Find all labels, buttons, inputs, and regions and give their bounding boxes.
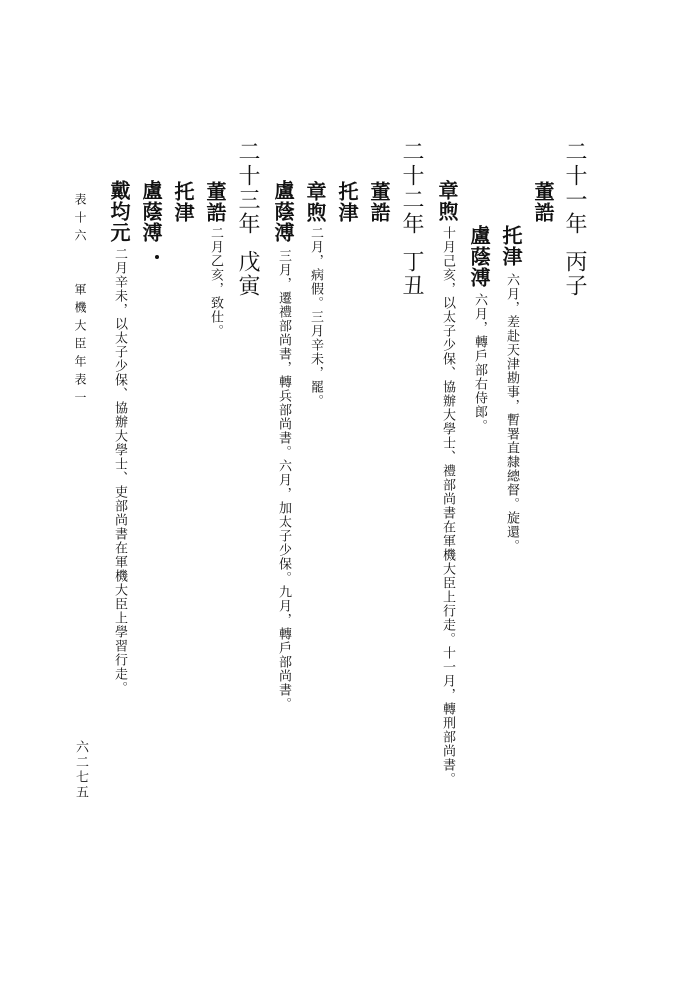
official-name: 章煦 <box>303 181 327 223</box>
page-number: 六二七五 <box>73 740 88 800</box>
official-name: 托津 <box>499 225 523 267</box>
year-label: 二十一年 <box>562 140 587 236</box>
official-note: 三月，遷禮部尚書，轉兵部尚書。六月，加太子少保。九月，轉戶部尚書。 <box>276 249 291 711</box>
official-name: 章煦 <box>435 180 459 222</box>
official-note: 二月乙亥，致仕。 <box>208 226 223 338</box>
year-label: 二十三年 <box>235 140 260 236</box>
official-name: 盧蔭溥 <box>139 180 163 243</box>
official-name: 董誥 <box>367 181 391 223</box>
official-note: 二月辛未，以太子少保、協辦大學士、吏部尚書在軍機大臣上學習行走。 <box>112 247 127 695</box>
year-label: 二十二年 <box>399 140 424 236</box>
official-name: 盧蔭溥 <box>467 225 491 288</box>
official-name: 盧蔭溥 <box>271 180 295 243</box>
official-note: 二月，病假。三月辛未，罷。 <box>308 226 323 408</box>
official-note: 六月，差赴天津勘事，暫署直隸總督。旋還。 <box>504 273 519 553</box>
official-note: 十月己亥，以太子少保、協辦大學士、禮部尚書在軍機大臣上行走。十一月，轉刑部尚書。 <box>440 226 455 786</box>
official-name: 董誥 <box>203 181 227 223</box>
margin-table-label: 表十六 <box>73 193 87 247</box>
dot-mark <box>155 255 159 259</box>
year-heading <box>563 140 585 298</box>
ganzhi-label: 丙子 <box>562 250 587 298</box>
ganzhi-label: 戊寅 <box>235 250 260 298</box>
official-name: 托津 <box>171 181 195 223</box>
margin-title: 軍機大臣年表一 <box>73 283 87 409</box>
year-heading <box>236 140 258 298</box>
official-note: 六月，轉戶部右侍郎。 <box>472 293 487 433</box>
official-name: 戴均元 <box>107 180 131 243</box>
ganzhi-label: 丁丑 <box>399 250 424 298</box>
year-heading <box>400 140 422 298</box>
official-name: 托津 <box>335 181 359 223</box>
official-name: 董誥 <box>531 181 555 223</box>
